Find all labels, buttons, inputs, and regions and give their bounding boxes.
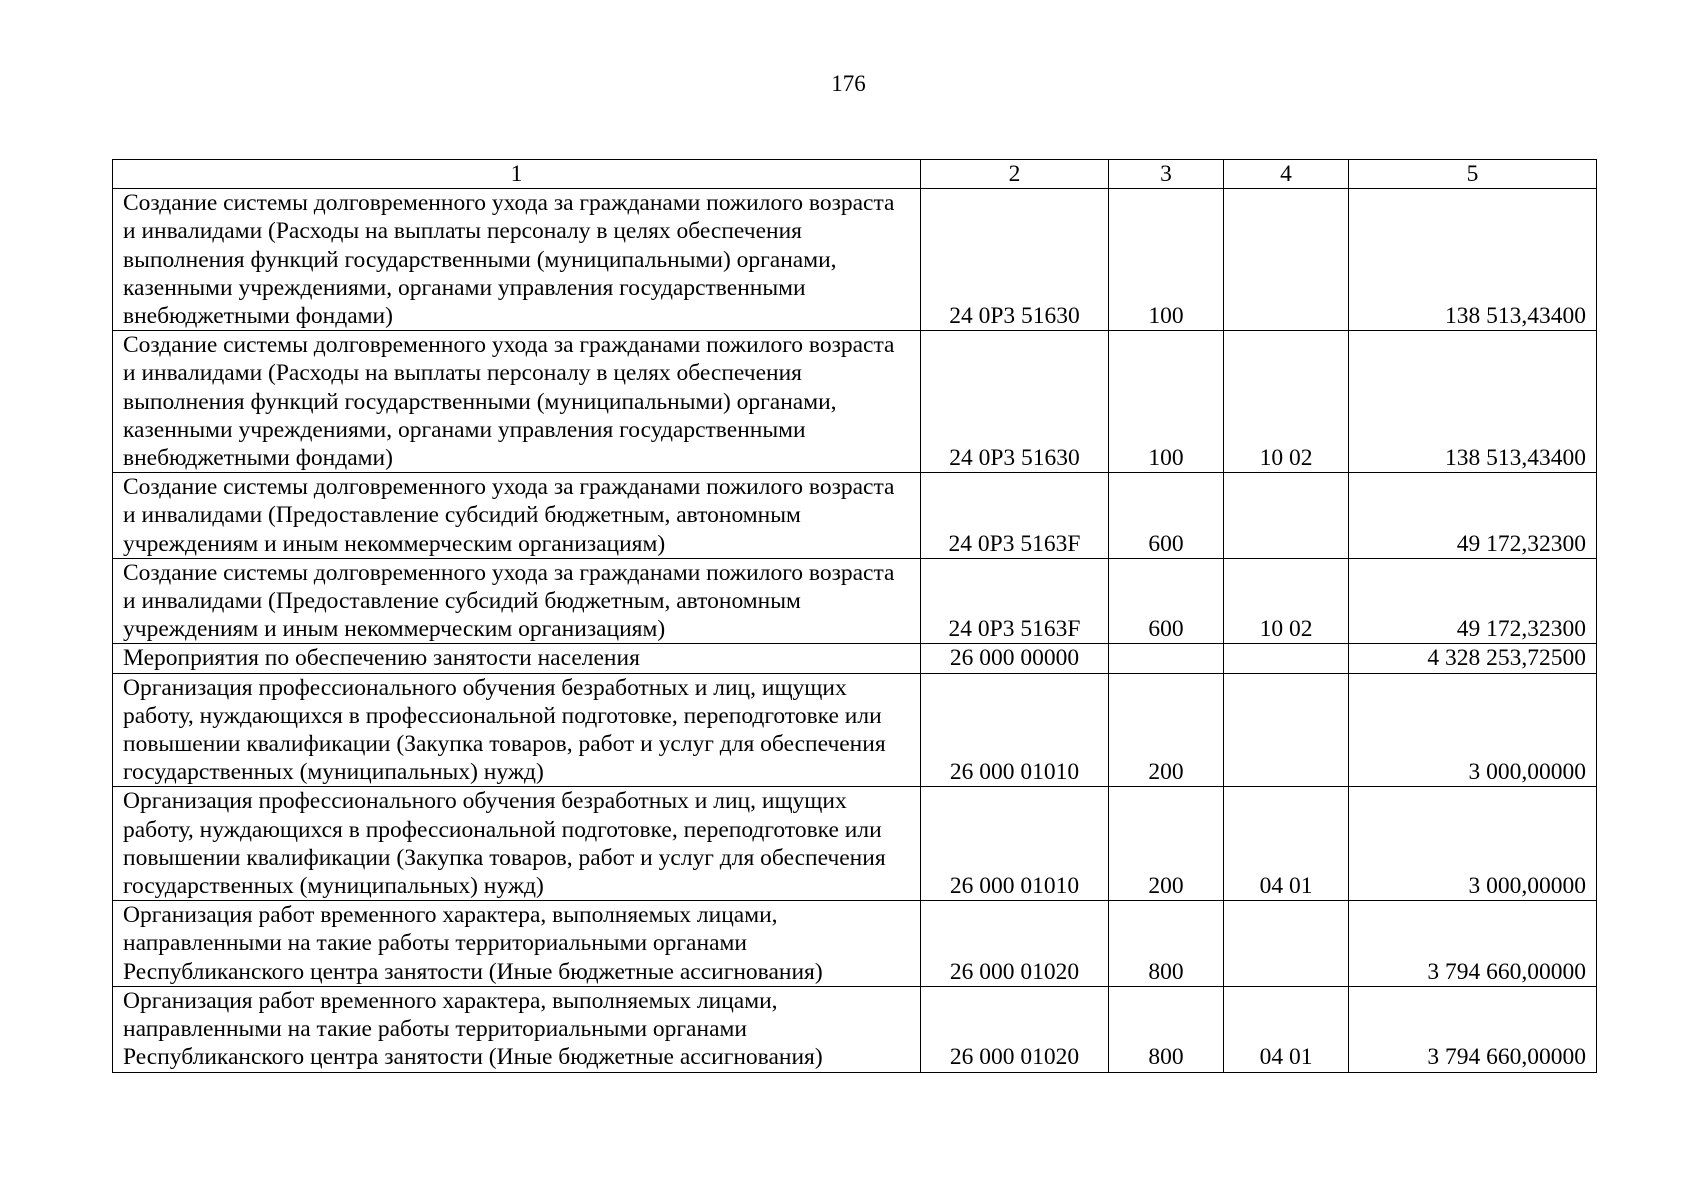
row-sum: 49 172,32300: [1349, 473, 1597, 559]
row-target-code: 26 000 01020: [921, 986, 1109, 1072]
table-row: [113, 787, 1597, 901]
row-sum: 3 000,00000: [1349, 787, 1597, 901]
row-expense-type: 600: [1109, 558, 1224, 644]
budget-table: [112, 159, 1597, 1073]
row-target-code: 26 000 01010: [921, 787, 1109, 901]
row-sum: 3 794 660,00000: [1349, 986, 1597, 1072]
column-header-3: 3: [1109, 160, 1224, 189]
row-expense-type: 100: [1109, 189, 1224, 331]
row-section: [1224, 644, 1349, 673]
row-expense-type: 800: [1109, 986, 1224, 1072]
row-target-code: 24 0P3 51630: [921, 331, 1109, 473]
row-expense-type: 100: [1109, 331, 1224, 473]
row-expense-type: 200: [1109, 787, 1224, 901]
row-section: 04 01: [1224, 986, 1349, 1072]
table-row: [113, 189, 1597, 331]
table-row: [113, 986, 1597, 1072]
row-sum: 3 000,00000: [1349, 673, 1597, 787]
row-section: 10 02: [1224, 331, 1349, 473]
row-target-code: 24 0P3 5163F: [921, 473, 1109, 559]
column-header-2: 2: [921, 160, 1109, 189]
row-target-code: 24 0P3 5163F: [921, 558, 1109, 644]
row-target-code: 26 000 01020: [921, 901, 1109, 987]
row-name: Создание системы долговременного ухода за гражданами пожилого возраста и инвалидами (Предоставление субсидий бюджетным, автономным учреждениям и иным некоммерческим организациям): [113, 473, 921, 559]
row-sum: 138 513,43400: [1349, 331, 1597, 473]
table-row: [113, 901, 1597, 987]
row-expense-type: [1109, 644, 1224, 673]
row-name: Организация профессионального обучения безработных и лиц, ищущих работу, нуждающихся в профессиональной подготовке, переподготовке или повышении квалификации (Закупка товаров, работ и услуг для обеспечения государственных (муниципальных) нужд): [113, 787, 921, 901]
row-name: Организация профессионального обучения безработных и лиц, ищущих работу, нуждающихся в профессиональной подготовке, переподготовке или повышении квалификации (Закупка товаров, работ и услуг для обеспечения государственных (муниципальных) нужд): [113, 673, 921, 787]
page-number: 176: [831, 71, 866, 96]
table-row: [113, 644, 1597, 673]
row-section: 04 01: [1224, 787, 1349, 901]
row-target-code: 24 0P3 51630: [921, 189, 1109, 331]
row-expense-type: 200: [1109, 673, 1224, 787]
row-expense-type: 800: [1109, 901, 1224, 987]
row-target-code: 26 000 00000: [921, 644, 1109, 673]
row-sum: 49 172,32300: [1349, 558, 1597, 644]
row-section: [1224, 673, 1349, 787]
row-name: Организация работ временного характера, выполняемых лицами, направленными на такие работы территориальными органами Республиканского центра занятости (Иные бюджетные ассигнования): [113, 901, 921, 987]
table-row: [113, 558, 1597, 644]
table-row: [113, 473, 1597, 559]
row-section: 10 02: [1224, 558, 1349, 644]
row-target-code: 26 000 01010: [921, 673, 1109, 787]
row-name: Создание системы долговременного ухода за гражданами пожилого возраста и инвалидами (Расходы на выплаты персоналу в целях обеспечения выполнения функций государственными (муниципальными) органами, казенными учреждениями, органами управления государственными внебюджетными фондами): [113, 331, 921, 473]
row-name: Мероприятия по обеспечению занятости населения: [113, 644, 921, 673]
table-header-row: [113, 160, 1597, 189]
row-expense-type: 600: [1109, 473, 1224, 559]
table-row: [113, 331, 1597, 473]
row-name: Создание системы долговременного ухода за гражданами пожилого возраста и инвалидами (Расходы на выплаты персоналу в целях обеспечения выполнения функций государственными (муниципальными) органами, казенными учреждениями, органами управления государственными внебюджетными фондами): [113, 189, 921, 331]
row-sum: 3 794 660,00000: [1349, 901, 1597, 987]
row-sum: 138 513,43400: [1349, 189, 1597, 331]
column-header-1: 1: [113, 160, 921, 189]
row-section: [1224, 473, 1349, 559]
row-section: [1224, 189, 1349, 331]
row-name: Организация работ временного характера, выполняемых лицами, направленными на такие работы территориальными органами Республиканского центра занятости (Иные бюджетные ассигнования): [113, 986, 921, 1072]
column-header-4: 4: [1224, 160, 1349, 189]
row-name: Создание системы долговременного ухода за гражданами пожилого возраста и инвалидами (Предоставление субсидий бюджетным, автономным учреждениям и иным некоммерческим организациям): [113, 558, 921, 644]
row-sum: 4 328 253,72500: [1349, 644, 1597, 673]
column-header-5: 5: [1349, 160, 1597, 189]
table-row: [113, 673, 1597, 787]
row-section: [1224, 901, 1349, 987]
